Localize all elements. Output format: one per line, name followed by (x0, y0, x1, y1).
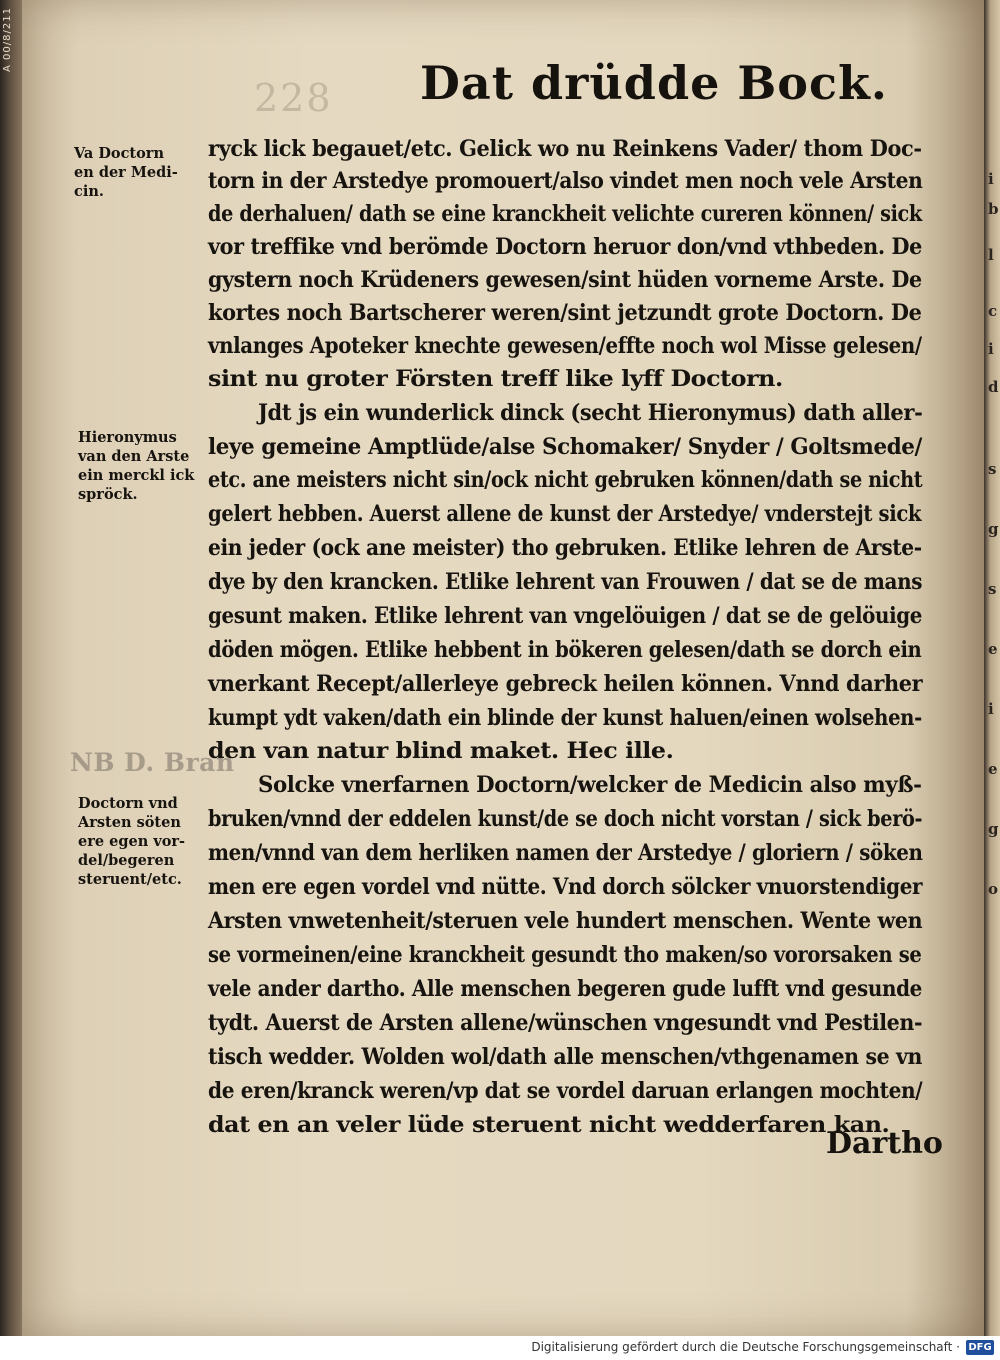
text-line: torn in der Arstedye promouert/also vindet men noch vele Arsten (208, 168, 923, 194)
adjacent-fragment: l (988, 246, 994, 264)
book-page (22, 0, 984, 1336)
text-line: kortes noch Bartscherer weren/sint jetzundt grote Doctorn. De (208, 300, 922, 326)
margin-note-line: spröck. (78, 486, 138, 503)
adjacent-fragment: e (988, 640, 998, 658)
text-line: gesunt maken. Etlike lehrent van vngelöuigen / dat se de gelöuige (208, 603, 923, 629)
margin-note-arsten (78, 794, 185, 889)
text-line: ein jeder (ock ane meister) tho gebruken. Etlike lehren de Arste- (208, 535, 922, 561)
margin-note-line: en der Medi- (74, 164, 178, 181)
adjacent-fragment: s (988, 460, 997, 478)
handwritten-annotation: NB D. Bran (70, 748, 235, 777)
text-line: den van natur blind maket. Hec ille. (208, 738, 674, 764)
margin-note-line: Arsten söten (78, 814, 181, 831)
text-line: bruken/vnnd der eddelen kunst/de se doch nicht vorstan / sick berö- (208, 806, 923, 832)
adjacent-fragment: i (988, 340, 994, 358)
margin-note-line: Va Doctorn (74, 145, 164, 162)
text-line: de eren/kranck weren/vp dat se vordel daruan erlangen mochten/ (208, 1078, 923, 1104)
funding-credit: Digitalisierung gefördert durch die Deutsche Forschungsgemeinschaft · (531, 1340, 960, 1354)
text-line: Solcke vnerfarnen Doctorn/welcker de Medicin also myß- (258, 772, 922, 798)
text-line: men ere egen vordel vnd nütte. Vnd dorch sölcker vnuorstendiger (208, 874, 923, 900)
text-line: men/vnnd van dem herliken namen der Arstedye / gloriern / söken (208, 840, 923, 866)
margin-note-line: van den Arste (78, 448, 190, 465)
credit-footer (0, 1336, 1000, 1360)
dfg-logo-icon: DFG (966, 1340, 994, 1355)
margin-note-line: ein merckl ick (78, 467, 195, 484)
text-line: Jdt js ein wunderlick dinck (secht Hieronymus) dath aller- (258, 400, 923, 426)
text-line: kumpt ydt vaken/dath ein blinde der kunst haluen/einen wolsehen- (208, 705, 922, 731)
text-line: vnlanges Apoteker knechte gewesen/effte noch wol Misse gelesen/ (208, 333, 922, 359)
catchword: Dartho (826, 1126, 943, 1161)
text-line: Arsten vnwetenheit/steruen vele hundert menschen. Wente wen (208, 908, 923, 934)
margin-note-line: del/begeren (78, 852, 175, 869)
adjacent-fragment: b (988, 200, 999, 218)
running-header: Dat drüdde Bock. (420, 56, 888, 110)
text-line: vele ander dartho. Alle menschen begeren gude lufft vnd gesunde (208, 976, 923, 1002)
text-line: tydt. Auerst de Arsten allene/wünschen vngesundt vnd Pestilen- (208, 1010, 923, 1036)
text-line: de derhaluen/ dath se eine kranckheit velichte cureren können/ sick (208, 201, 922, 227)
shelfmark-label: A 00/8/211 (2, 7, 13, 72)
text-line: tisch wedder. Wolden wol/dath alle menschen/vthgenamen se vn (208, 1044, 923, 1070)
text-line: dat en an veler lüde steruent nicht wedderfaren kan. (208, 1112, 890, 1138)
margin-note-line: ere egen vor- (78, 833, 186, 850)
margin-note-line: cin. (74, 183, 104, 200)
binding-edge (0, 0, 24, 1336)
text-line: se vormeinen/eine kranckheit gesundt tho maken/so vororsaken se (208, 942, 922, 968)
adjacent-fragment: s (988, 580, 997, 598)
margin-note-hieronymus (78, 428, 194, 504)
adjacent-page-edge (984, 0, 1000, 1336)
adjacent-fragment: o (988, 880, 999, 898)
adjacent-fragment: c (988, 302, 998, 320)
adjacent-fragment: e (988, 760, 998, 778)
text-line: döden mögen. Etlike hebbent in bökeren gelesen/dath se dorch ein (208, 637, 922, 663)
text-line: leye gemeine Amptlüde/alse Schomaker/ Snyder / Goltsmede/ (208, 434, 922, 460)
adjacent-fragment: i (988, 170, 994, 188)
adjacent-fragment: g (988, 520, 999, 538)
text-line: vor treffike vnd berömde Doctorn heruor don/vnd vthbeden. De (208, 234, 922, 260)
text-line: ryck lick begauet/etc. Gelick wo nu Reinkens Vader/ thom Doc- (208, 136, 922, 162)
margin-note-line: steruent/etc. (78, 871, 182, 888)
margin-note-doctorn (74, 144, 178, 201)
text-line: etc. ane meisters nicht sin/ock nicht gebruken können/dath se nicht (208, 467, 923, 493)
text-line: gelert hebben. Auerst allene de kunst der Arstedye/ vnderstejt sick (208, 501, 922, 527)
adjacent-fragment: i (988, 700, 994, 718)
margin-note-line: Doctorn vnd (78, 795, 178, 812)
text-line: vnerkant Recept/allerleye gebreck heilen können. Vnnd darher (208, 671, 923, 697)
adjacent-fragment: d (988, 378, 999, 396)
adjacent-fragment: g (988, 820, 999, 838)
text-line: dye by den krancken. Etlike lehrent van Frouwen / dat se de mans (208, 569, 923, 595)
text-line: sint nu groter Försten treff like lyff Doctorn. (208, 366, 783, 392)
text-line: gystern noch Krüdeners gewesen/sint hüden vorneme Arste. De (208, 267, 922, 293)
faint-page-number: 228 (254, 76, 333, 120)
margin-note-line: Hieronymus (78, 429, 177, 446)
